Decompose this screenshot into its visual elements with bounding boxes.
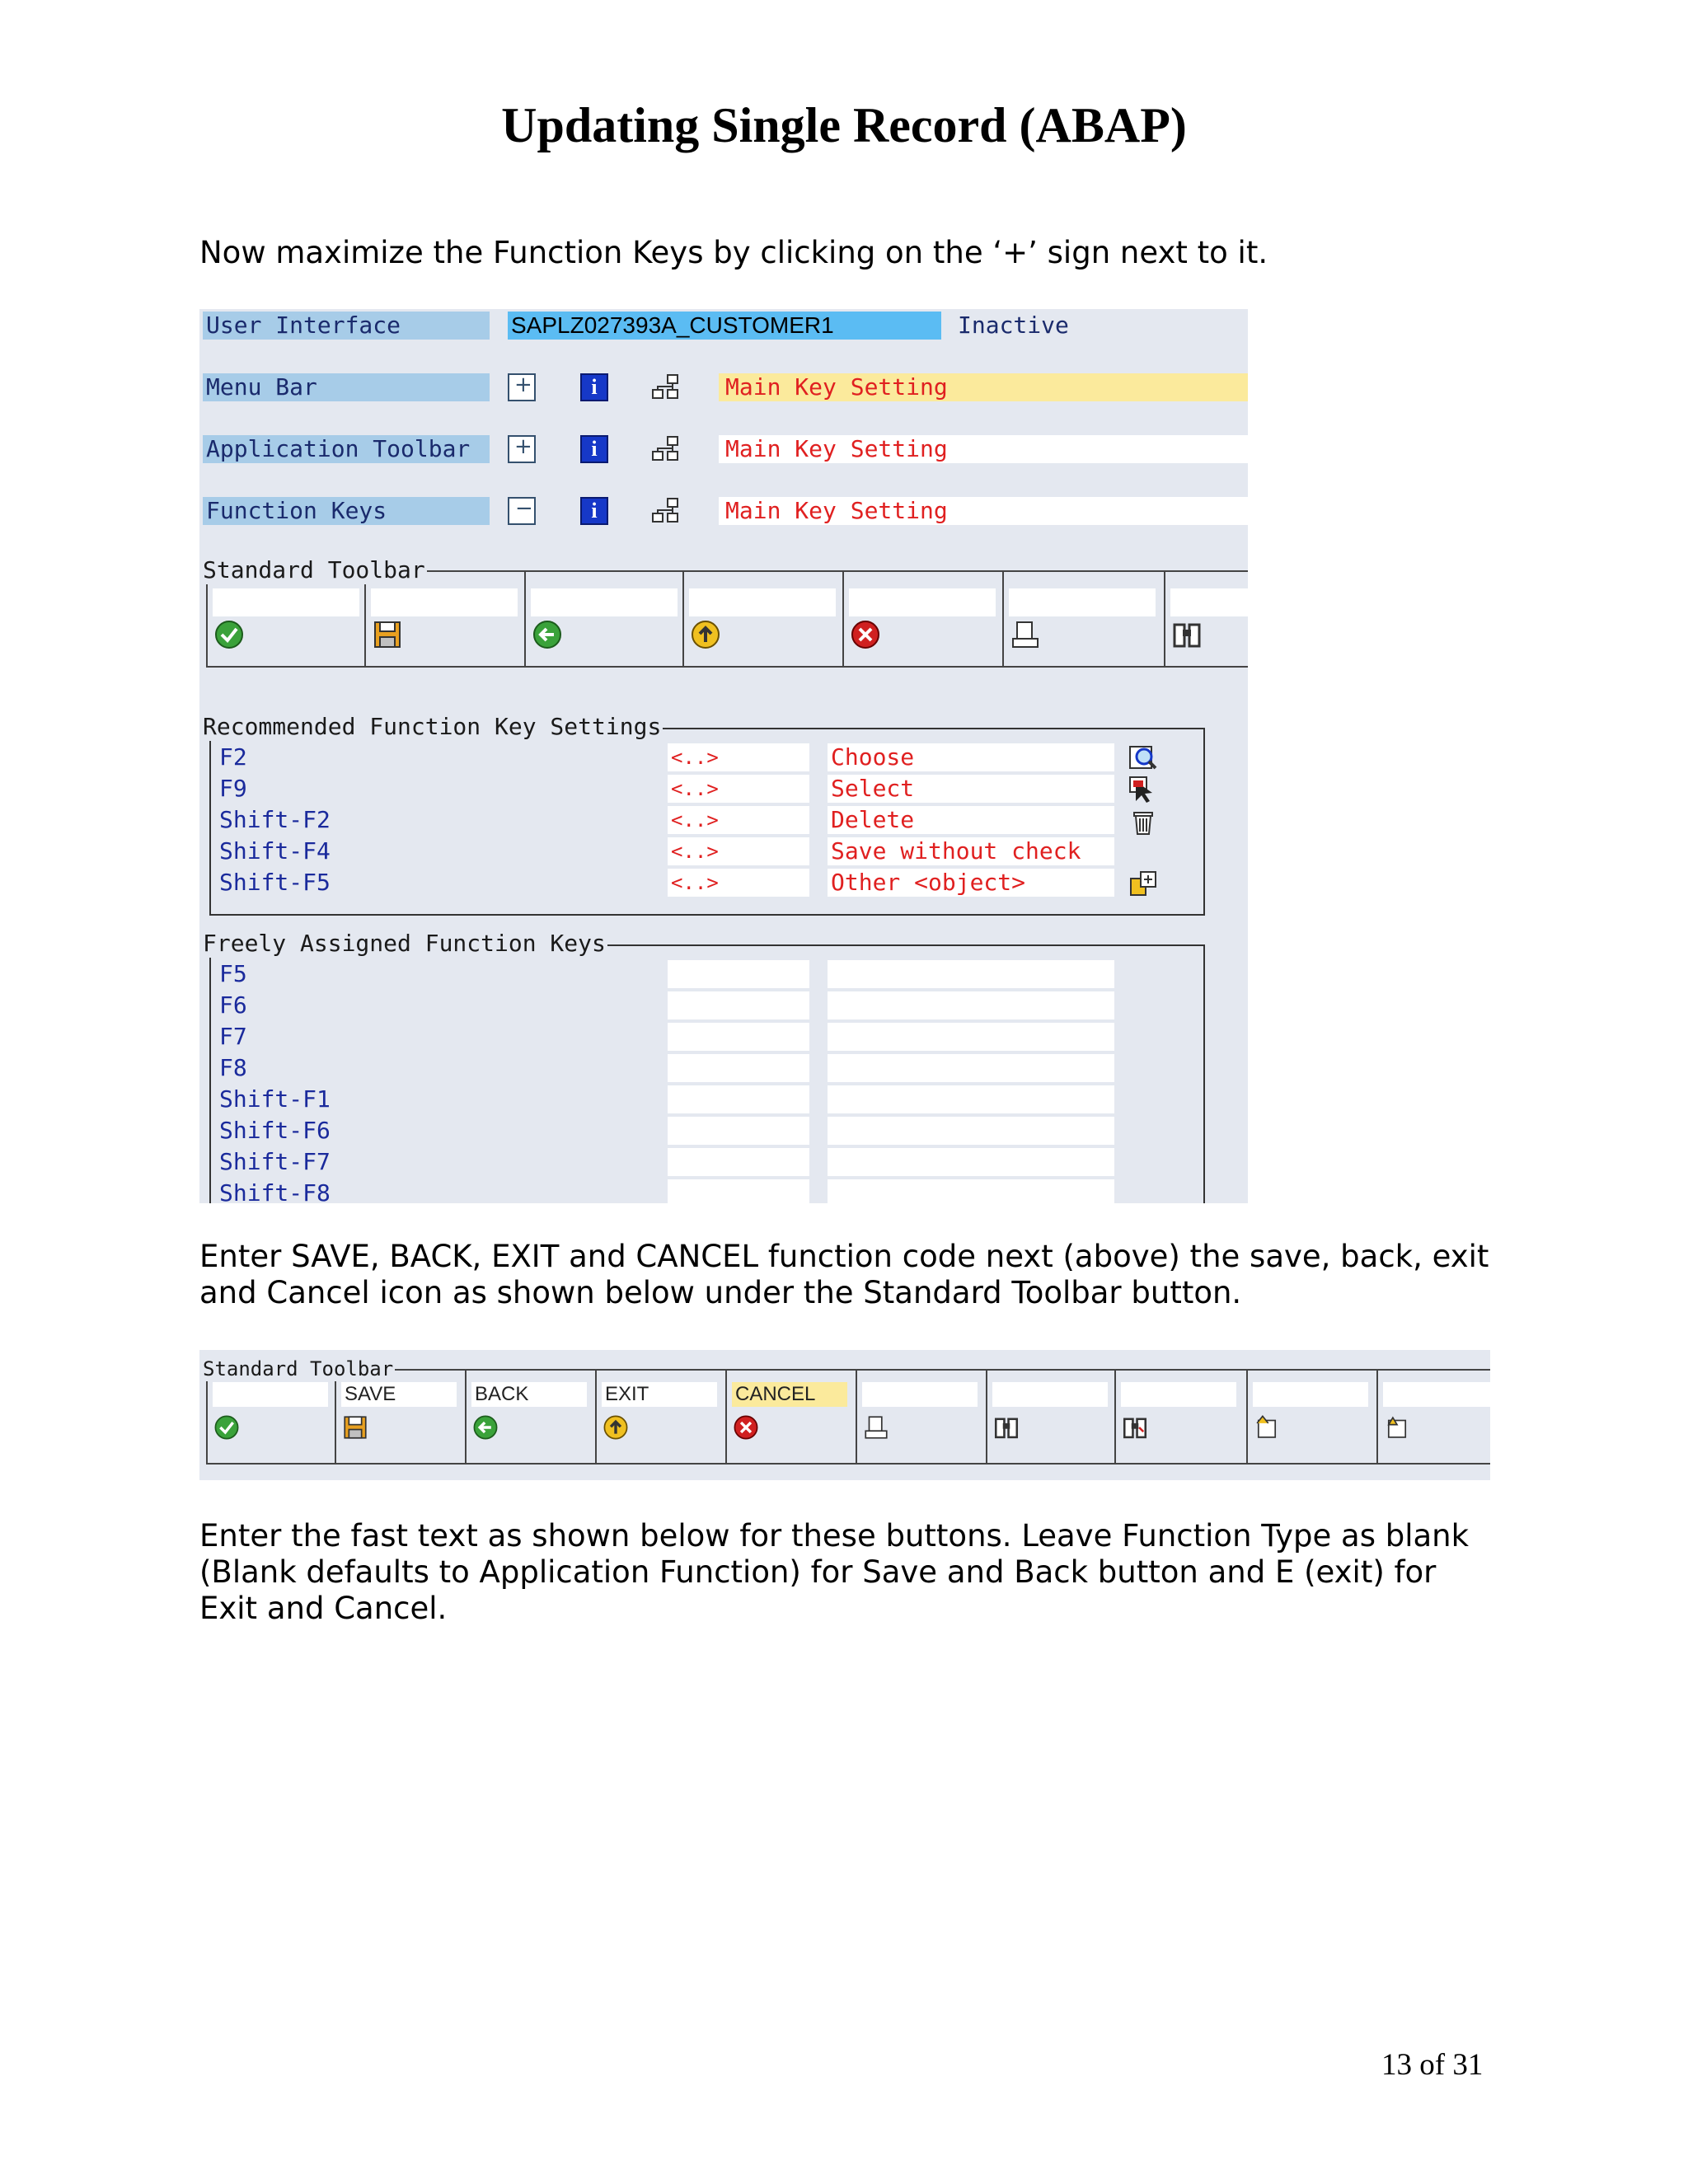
page-number: 13 of 31 (1381, 2048, 1484, 2082)
function-code-input[interactable] (689, 588, 836, 616)
toolbar-cell-find (986, 1371, 1116, 1465)
cancel-code-input[interactable]: CANCEL (732, 1382, 847, 1407)
toolbar-cell-cancel (842, 572, 1004, 668)
function-key-name: F6 (219, 991, 247, 1019)
back-code-input[interactable]: BACK (471, 1382, 587, 1407)
function-code-input[interactable] (1383, 1382, 1490, 1407)
first-page-icon[interactable] (1253, 1413, 1281, 1441)
toolbar-cell-print (856, 1371, 987, 1465)
standard-toolbar-title: Standard Toolbar (203, 1357, 394, 1380)
function-code-field[interactable]: <..> (668, 837, 809, 865)
user-interface-label: User Interface (203, 312, 490, 340)
function-code-input[interactable] (849, 588, 996, 616)
function-code-input[interactable] (1009, 588, 1156, 616)
function-key-name: F8 (219, 1054, 247, 1081)
function-code-field[interactable] (668, 1085, 809, 1113)
function-code-field[interactable] (668, 1054, 809, 1082)
standard-toolbar-frame (206, 1369, 1490, 1465)
page-title: Updating Single Record (ABAP) (501, 98, 1187, 152)
info-icon[interactable]: i (580, 497, 608, 525)
function-key-name: F7 (219, 1023, 247, 1050)
save-floppy-icon[interactable] (371, 618, 404, 651)
function-code-input[interactable] (992, 1382, 1108, 1407)
function-code-field[interactable]: <..> (668, 869, 809, 897)
toolbar-cell-first-page (1246, 1371, 1378, 1465)
find-binoculars-icon[interactable] (992, 1413, 1020, 1441)
print-icon[interactable] (862, 1413, 890, 1441)
expand-plus-icon[interactable] (508, 435, 536, 463)
function-code-field[interactable] (668, 960, 809, 988)
function-code-field[interactable]: <..> (668, 743, 809, 771)
previous-page-icon[interactable] (1383, 1413, 1411, 1441)
function-keys-label: Function Keys (203, 497, 490, 525)
exit-code-input[interactable]: EXIT (602, 1382, 717, 1407)
save-code-input[interactable]: SAVE (341, 1382, 457, 1407)
function-text-field[interactable] (828, 1085, 1114, 1113)
toolbar-cell-find-next (1114, 1371, 1248, 1465)
function-text-field[interactable] (828, 1023, 1114, 1051)
function-code-field[interactable]: <..> (668, 806, 809, 834)
print-icon[interactable] (1009, 618, 1042, 651)
info-icon[interactable]: i (580, 435, 608, 463)
function-text-field[interactable]: Other <object> (828, 869, 1114, 897)
function-code-field[interactable] (668, 1148, 809, 1176)
other-object-icon (1128, 869, 1160, 898)
function-code-input[interactable] (1170, 588, 1248, 616)
standard-toolbar-title: Standard Toolbar (203, 556, 425, 583)
exit-up-arrow-icon[interactable] (689, 618, 722, 651)
function-key-name: Shift-F5 (219, 869, 331, 896)
function-text-field[interactable] (828, 991, 1114, 1019)
toolbar-cell-print (1002, 572, 1165, 668)
function-key-name: F2 (219, 743, 247, 771)
sap-gui-status-screenshot (199, 309, 1248, 1203)
program-name-field[interactable]: SAPLZ027393A_CUSTOMER1 (508, 312, 941, 340)
application-toolbar-setting[interactable]: Main Key Setting (719, 435, 1248, 463)
function-code-input[interactable] (531, 588, 678, 616)
toolbar-cell-find (1164, 572, 1248, 668)
select-cursor-icon (1128, 775, 1160, 804)
function-text-field[interactable] (828, 1179, 1114, 1203)
hierarchy-icon[interactable] (651, 497, 679, 525)
function-keys-setting[interactable]: Main Key Setting (719, 497, 1248, 525)
application-toolbar-label: Application Toolbar (203, 435, 490, 463)
instruction-paragraph-1: Now maximize the Function Keys by clicking on the ‘+’ sign next to it. (199, 235, 1268, 270)
function-key-name: F5 (219, 960, 247, 987)
exit-up-arrow-icon[interactable] (602, 1413, 630, 1441)
delete-trash-icon (1128, 806, 1160, 836)
toolbar-cell-cancel (725, 1371, 857, 1465)
function-text-field[interactable]: Choose (828, 743, 1114, 771)
function-text-field[interactable]: Save without check (828, 837, 1114, 865)
function-code-input[interactable] (1121, 1382, 1236, 1407)
function-text-field[interactable]: Select (828, 775, 1114, 803)
function-code-field[interactable] (668, 1023, 809, 1051)
function-code-field[interactable]: <..> (668, 775, 809, 803)
hierarchy-icon[interactable] (651, 435, 679, 463)
toolbar-cell-exit (682, 572, 844, 668)
recommended-function-keys-title: Recommended Function Key Settings (203, 713, 662, 740)
info-icon[interactable]: i (580, 373, 608, 401)
function-key-name: Shift-F4 (219, 837, 331, 865)
hierarchy-icon[interactable] (651, 373, 679, 401)
back-arrow-icon[interactable] (471, 1413, 499, 1441)
find-next-binoculars-icon[interactable] (1121, 1413, 1149, 1441)
function-key-name: Shift-F7 (219, 1148, 331, 1175)
find-binoculars-icon[interactable] (1170, 618, 1203, 651)
function-text-field[interactable] (828, 1117, 1114, 1145)
function-code-field[interactable] (668, 1117, 809, 1145)
menu-bar-setting[interactable]: Main Key Setting (719, 373, 1248, 401)
instruction-paragraph-3: Enter the fast text as shown below for these buttons. Leave Function Type as blank (Blank defaults to Application Function) for Save and Back button and E (exit) for Exit and Cancel. (199, 1518, 1470, 1626)
toolbar-cell-enter (206, 1371, 336, 1465)
function-code-input[interactable] (1253, 1382, 1368, 1407)
function-key-name: Shift-F1 (219, 1085, 331, 1113)
function-key-name: Shift-F6 (219, 1117, 331, 1144)
function-text-field[interactable] (828, 1054, 1114, 1082)
function-key-name: Shift-F2 (219, 806, 331, 833)
toolbar-cell-back (465, 1371, 597, 1465)
toolbar-cell-back (524, 572, 684, 668)
expand-plus-icon[interactable] (508, 373, 536, 401)
function-text-field[interactable]: Delete (828, 806, 1114, 834)
menu-bar-label: Menu Bar (203, 373, 490, 401)
collapse-minus-icon[interactable] (508, 497, 536, 525)
toolbar-cell-save (335, 1371, 467, 1465)
function-text-field[interactable] (828, 1148, 1114, 1176)
toolbar-cell-save (364, 572, 526, 668)
toolbar-cell-exit (595, 1371, 727, 1465)
function-code-field[interactable] (668, 991, 809, 1019)
back-arrow-icon[interactable] (531, 618, 564, 651)
enter-check-icon[interactable] (213, 1413, 241, 1441)
function-code-field[interactable] (668, 1179, 809, 1203)
toolbar-cell-previous-page (1376, 1371, 1490, 1465)
status-text: Inactive (958, 312, 1069, 339)
save-floppy-icon[interactable] (341, 1413, 369, 1441)
function-key-name: Shift-F8 (219, 1179, 331, 1203)
function-code-input[interactable] (371, 588, 518, 616)
function-code-input[interactable] (213, 588, 359, 616)
choose-magnifier-icon (1128, 743, 1160, 773)
standard-toolbar-frame (206, 570, 1248, 668)
cancel-x-icon[interactable] (732, 1413, 760, 1441)
function-code-input[interactable] (862, 1382, 978, 1407)
instruction-paragraph-2: Enter SAVE, BACK, EXIT and CANCEL function code next (above) the save, back, exit and Cancel icon as shown below under the Standard Toolbar button. (199, 1239, 1489, 1310)
cancel-x-icon[interactable] (849, 618, 882, 651)
function-key-name: F9 (219, 775, 247, 802)
function-code-input[interactable] (213, 1382, 328, 1407)
toolbar-cell-enter (206, 572, 366, 668)
freely-assigned-keys-title: Freely Assigned Function Keys (203, 930, 606, 957)
function-text-field[interactable] (828, 960, 1114, 988)
enter-check-icon[interactable] (213, 618, 246, 651)
standard-toolbar-screenshot (199, 1350, 1490, 1480)
